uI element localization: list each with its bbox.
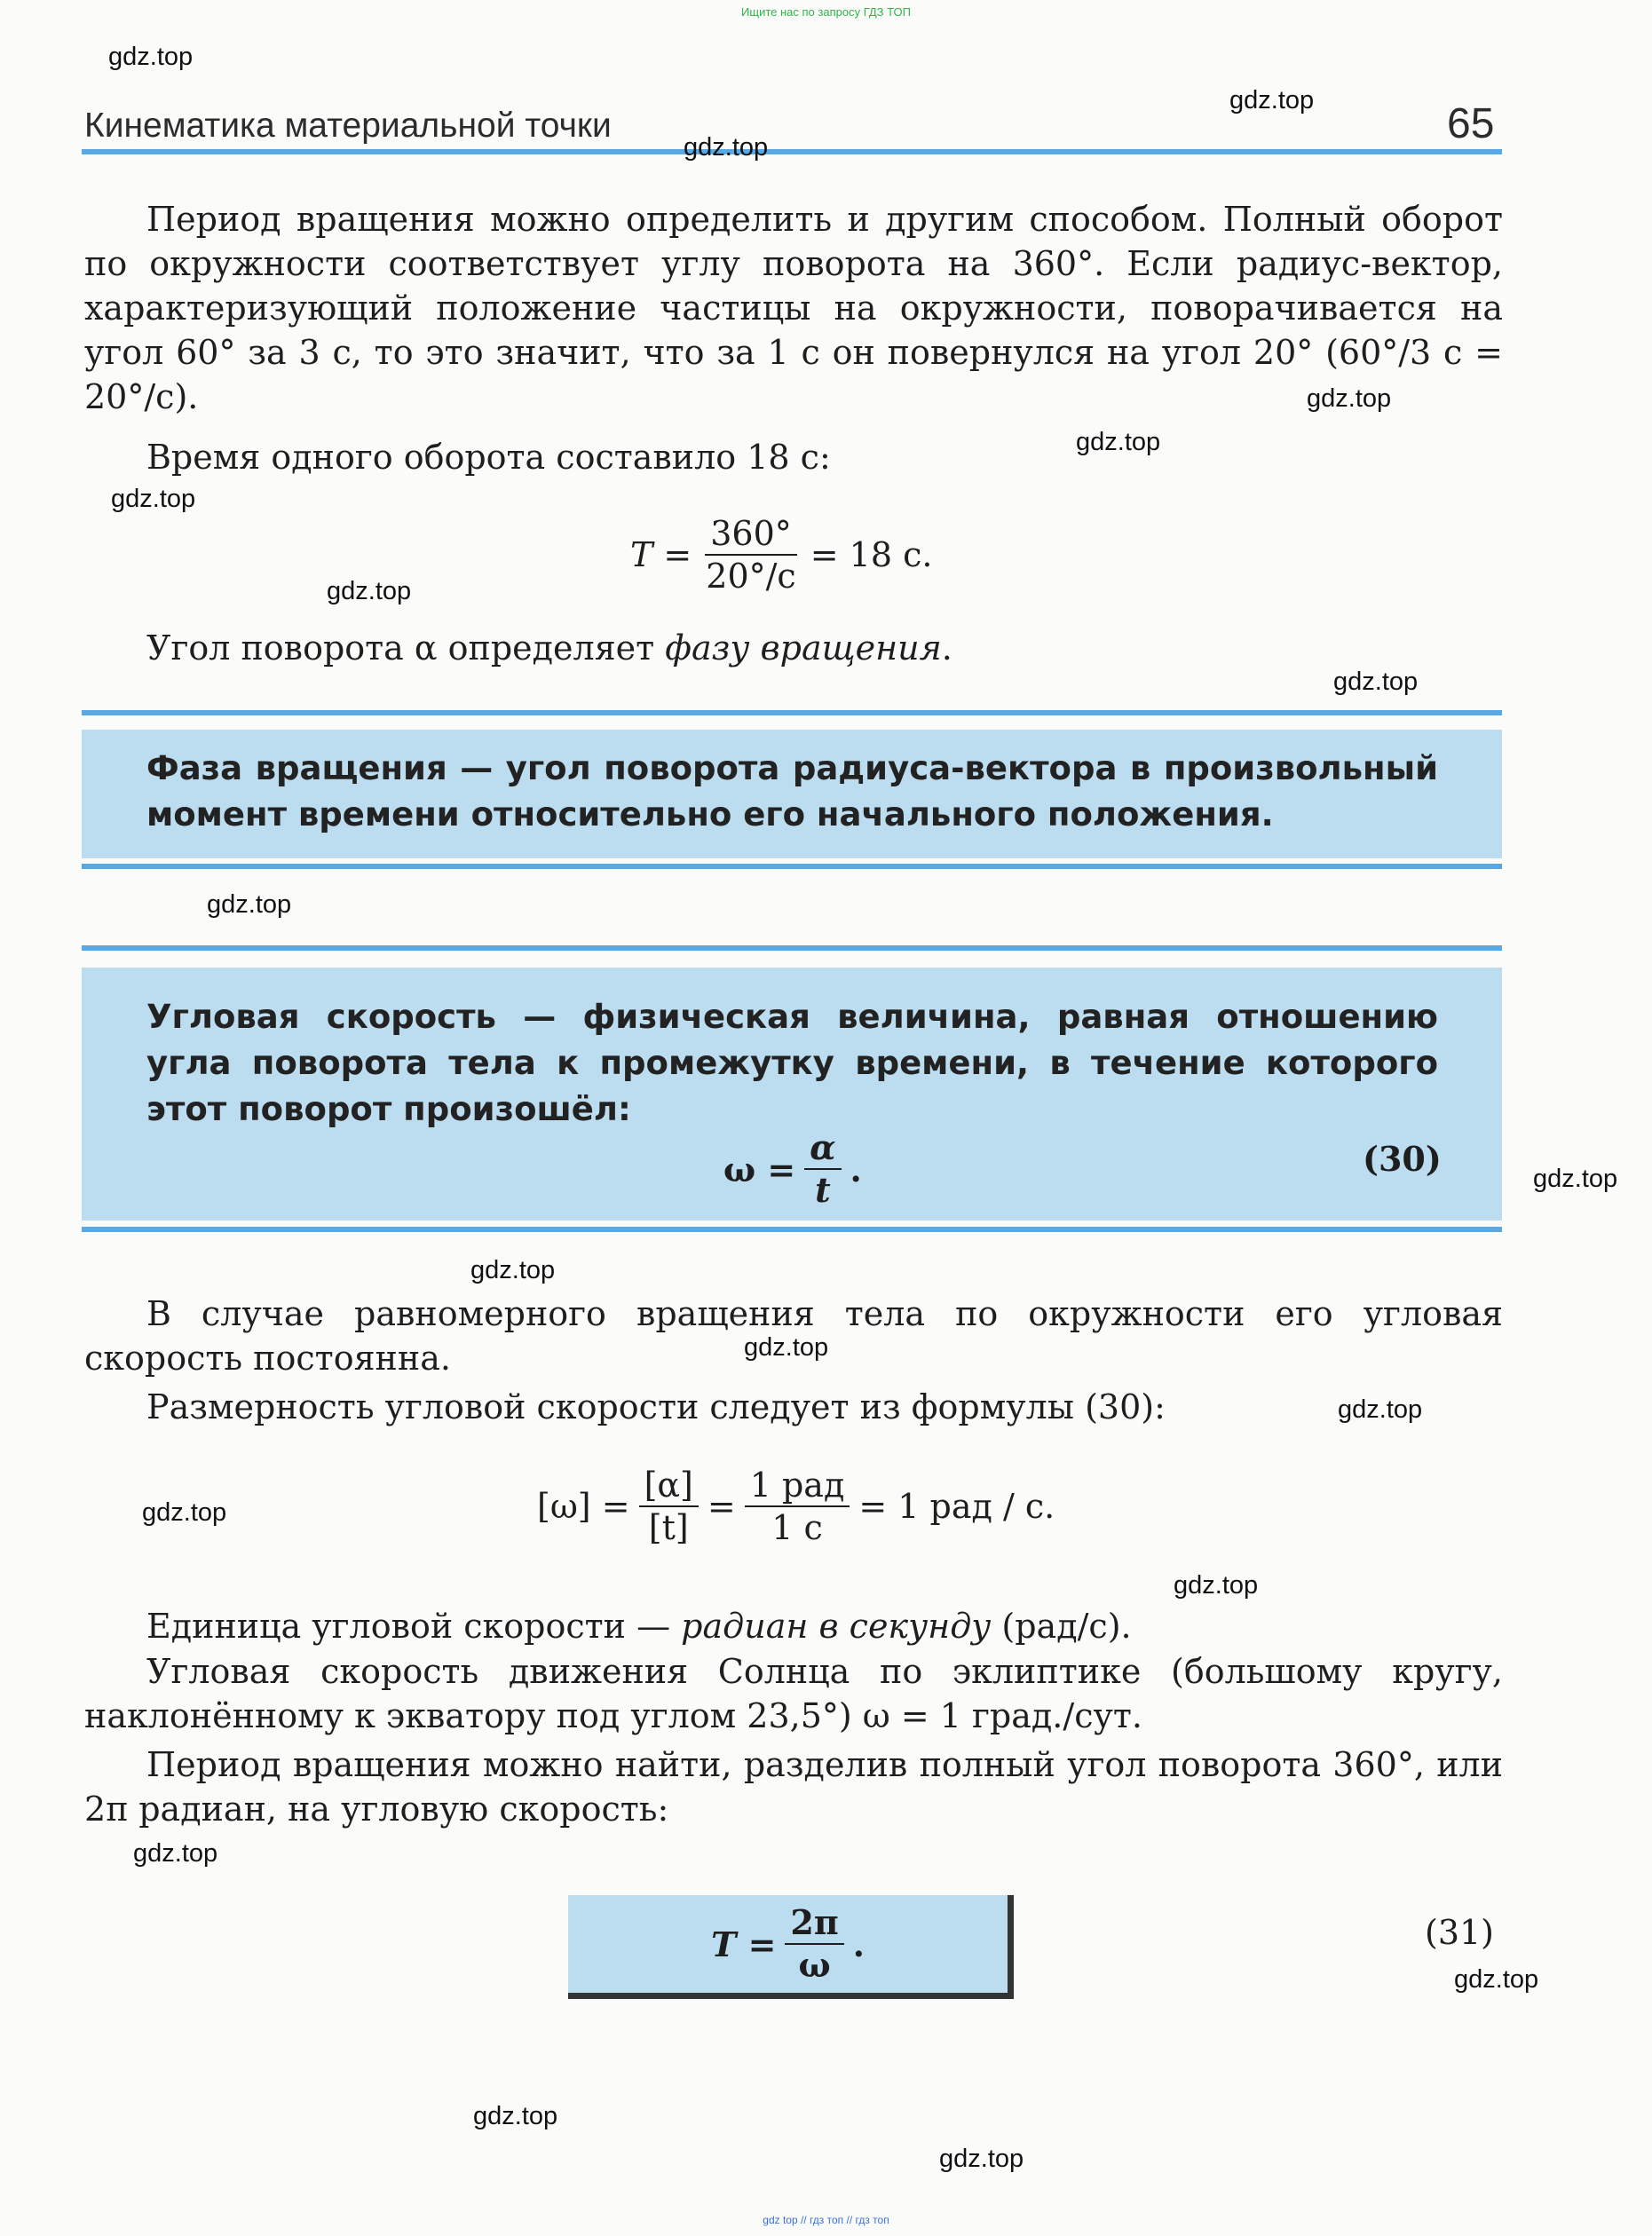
formula-dimension [537, 1465, 1055, 1548]
top-banner: Ищите нас по запросу ГДЗ ТОП [741, 5, 911, 19]
formula-lhs: ω = [723, 1149, 796, 1189]
watermark: gdz.top [744, 1333, 829, 1362]
paragraph-phase [146, 626, 952, 670]
paragraph-sun-velocity: Угловая скорость движения Солнца по эклиптике (большому кругу, наклонённому к экватору под углом 23,5°) ω = 1 град./сут. [84, 1652, 1503, 1735]
watermark: gdz.top [939, 2145, 1024, 2173]
watermark: gdz.top [1454, 1965, 1539, 1994]
formula-rhs: = 18 с. [810, 535, 933, 574]
watermark: gdz.top [207, 890, 292, 919]
watermark: gdz.top [1533, 1165, 1618, 1193]
formula-lhs: [ω] = [537, 1487, 630, 1526]
formula-period-18s [630, 513, 932, 597]
formula-lhs: T = [630, 535, 692, 574]
fraction-numerator: 2π [785, 1902, 843, 1945]
unit-text: Единица угловой скорости — [146, 1607, 682, 1646]
fraction-numerator: 1 рад [745, 1465, 850, 1507]
definition-phase: Фаза вращения — угол поворота радиуса-вектора в произвольный момент времени относительно его начального положения. [146, 749, 1438, 834]
equation-number-31: (31) [1425, 1913, 1495, 1952]
phase-end: . [941, 628, 952, 668]
fraction-numerator: 360° [705, 513, 797, 556]
formula-end: . [852, 1924, 865, 1964]
paragraph-revolution-time: Время одного оборота составило 18 с: [146, 438, 831, 477]
formula-fraction [785, 1902, 843, 1986]
watermark: gdz.top [133, 1839, 218, 1868]
phase-text: Угол поворота α определяет [146, 628, 666, 668]
fraction-denominator: [t] [648, 1508, 689, 1547]
paragraph-period-from-velocity: Период вращения можно найти, разделив полный угол поворота 360°, или 2π радиан, на угловую скорость: [84, 1745, 1503, 1829]
running-head: Кинематика материальной точки [84, 107, 612, 145]
fraction-denominator: 20°/с [706, 557, 796, 596]
definition-angular-velocity: Угловая скорость — физическая величина, равная отношению угла поворота тела к промежутку времени, в течение которого этот поворот произошёл: [146, 998, 1438, 1128]
watermark: gdz.top [108, 43, 194, 71]
watermark: gdz.top [1338, 1395, 1423, 1424]
definition-rule-bottom [82, 1227, 1502, 1232]
watermark: gdz.top [1229, 86, 1315, 115]
watermark: gdz.top [1174, 1571, 1259, 1600]
phase-term: фазу вращения [665, 628, 942, 668]
formula-end: . [850, 1149, 862, 1189]
paragraph-dimension: Размерность угловой скорости следует из формулы (30): [146, 1387, 1166, 1426]
header-rule [82, 149, 1502, 154]
page-number: 65 [1447, 100, 1495, 147]
watermark: gdz.top [1307, 384, 1392, 413]
watermark: gdz.top [470, 1256, 556, 1284]
fraction-denominator: t [815, 1170, 831, 1210]
unit-term: радиан в секунду [681, 1607, 992, 1646]
formula-fraction [804, 1127, 841, 1211]
watermark: gdz.top [327, 577, 412, 605]
definition-rule-bottom [82, 864, 1502, 869]
paragraph-period: Период вращения можно определить и другим способом. Полный оборот по окружности соответствует углу поворота на 360°. Если радиус-вектор, характеризующий положение частицы на окружности, поворачивается на угол 60° за 3 с, то это значит, что за 1 с он повернулся на угол 20° (60°/3 с = 20°/с). [84, 200, 1503, 416]
watermark: gdz.top [1076, 428, 1161, 456]
paragraph-uniform-rotation: В случае равномерного вращения тела по окружности его угловая скорость постоянна. [84, 1294, 1503, 1378]
fraction-numerator: [α] [639, 1465, 699, 1507]
definition-rule-top [82, 945, 1502, 951]
watermark: gdz.top [1333, 668, 1419, 696]
formula-equals: = [707, 1487, 736, 1526]
unit-end: (рад/с). [991, 1607, 1132, 1646]
watermark: gdz.top [684, 133, 769, 162]
watermark: gdz.top [111, 485, 196, 513]
formula-fraction [700, 513, 801, 597]
fraction-denominator: ω [798, 1945, 831, 1985]
formula-rhs: = 1 рад / с. [858, 1487, 1055, 1526]
bottom-banner: gdz top // гдз топ // гдз топ [763, 2214, 889, 2226]
paragraph-unit [146, 1604, 1132, 1648]
formula-fraction [745, 1465, 850, 1548]
fraction-denominator: 1 с [771, 1508, 823, 1547]
formula-30 [723, 1127, 862, 1211]
formula-lhs: T = [711, 1924, 777, 1964]
fraction-numerator: α [804, 1127, 841, 1170]
equation-number-30: (30) [1363, 1139, 1442, 1179]
watermark: gdz.top [142, 1498, 227, 1527]
formula-31-box [568, 1895, 1014, 1999]
watermark: gdz.top [473, 2102, 558, 2130]
formula-fraction [639, 1465, 699, 1548]
definition-rule-top [82, 710, 1502, 715]
